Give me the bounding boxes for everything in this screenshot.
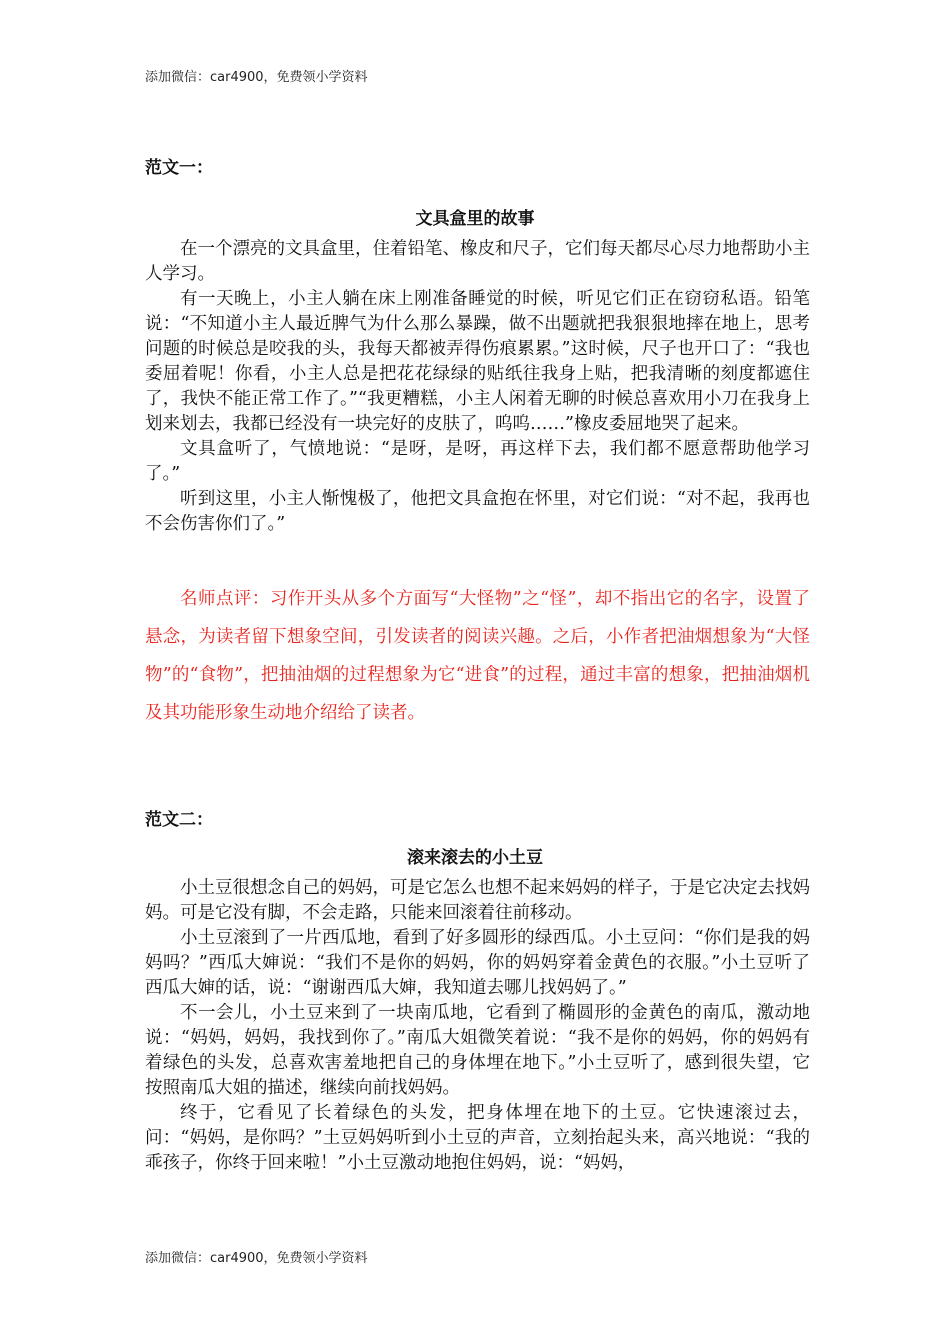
page-header-watermark: 添加微信：car4900，免费领小学资料	[145, 70, 368, 85]
essay2-paragraph: 不一会儿，小土豆来到了一块南瓜地，它看到了椭圆形的金黄色的南瓜，激动地说：“妈妈，妈妈，我找到你了。”南瓜大姐微笑着说：“我不是你的妈妈，你的妈妈有着绿色的头发，总喜欢害羞地把自己的身体埋在地下。”小土豆听了，感到很失望，它按照南瓜大姐的描述，继续向前找妈妈。	[145, 1003, 810, 1098]
page-footer-watermark: 添加微信：car4900，免费领小学资料	[145, 1251, 368, 1266]
essay2-body	[145, 876, 810, 1176]
essay1-paragraph: 文具盒听了，气愤地说：“是呀，是呀，再这样下去，我们都不愿意帮助他学习了。”	[145, 439, 810, 484]
teacher-comment: 名师点评：习作开头从多个方面写“大怪物”之“怪”，却不指出它的名字，设置了悬念，为读者留下想象空间，引发读者的阅读兴趣。之后，小作者把油烟想象为“大怪物”的“食物”，把抽油烟的过程想象为它“进食”的过程，通过丰富的想象，把抽油烟机及其功能形象生动地介绍给了读者。	[145, 589, 810, 723]
essay2-paragraph: 小土豆很想念自己的妈妈，可是它怎么也想不起来妈妈的样子，于是它决定去找妈妈。可是它没有脚，不会走路，只能来回滚着往前移动。	[145, 878, 810, 923]
essay1-label: 范文一：	[145, 158, 213, 178]
essay1-paragraph: 听到这里，小主人惭愧极了，他把文具盒抱在怀里，对它们说：“对不起，我再也不会伤害你们了。”	[145, 489, 810, 534]
essay2-paragraph: 小土豆滚到了一片西瓜地，看到了好多圆形的绿西瓜。小土豆问：“你们是我的妈妈吗？”西瓜大婶说：“我们不是你的妈妈，你的妈妈穿着金黄色的衣服。”小土豆听了西瓜大婶的话，说：“谢谢西瓜大婶，我知道去哪儿找妈妈了。”	[145, 928, 810, 998]
essay2-paragraph: 终于，它看见了长着绿色的头发，把身体埋在地下的土豆。它快速滚过去，问：“妈妈，是你吗？”土豆妈妈听到小土豆的声音，立刻抬起头来，高兴地说：“我的乖孩子，你终于回来啦！”小土豆激动地抱住妈妈，说：“妈妈，	[145, 1103, 810, 1173]
essay1-paragraph: 在一个漂亮的文具盒里，住着铅笔、橡皮和尺子，它们每天都尽心尽力地帮助小主人学习。	[145, 239, 810, 284]
essay2-label: 范文二：	[145, 810, 213, 830]
essay1-title: 文具盒里的故事	[415, 209, 535, 229]
essay2-title: 滚来滚去的小土豆	[407, 848, 543, 868]
essay1-body	[145, 237, 810, 537]
essay1-paragraph: 有一天晚上，小主人躺在床上刚准备睡觉的时候，听见它们正在窃窃私语。铅笔说：“不知道小主人最近脾气为什么那么暴躁，做不出题就把我狠狠地摔在地上，思考问题的时候总是咬我的头，我每天都被弄得伤痕累累。”这时候，尺子也开口了：“我也委屈着呢！你看，小主人总是把花花绿绿的贴纸往我身上贴，把我清晰的刻度都遮住了，我快不能正常工作了。”“我更糟糕，小主人闲着无聊的时候总喜欢用小刀在我身上划来划去，我都已经没有一块完好的皮肤了，呜呜……”橡皮委屈地哭了起来。	[145, 289, 810, 434]
